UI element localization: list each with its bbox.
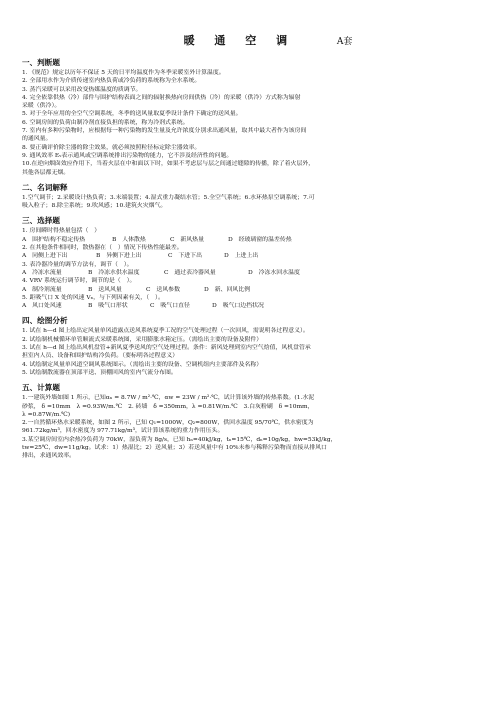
set-label: A套 — [336, 37, 353, 47]
section-choice — [22, 227, 474, 310]
text-line: 排出，求通风效率。 — [22, 453, 76, 460]
text-line: 7. 室内有多种污染物时，应根据每一种污染物的发生量及允许浓度分别求出通风量，取其中最大者作为该房间 — [22, 128, 307, 135]
option: A 制冷剂流量 — [22, 286, 62, 293]
question-stem: 2. 在其他条件相同时，散热器在（ ）情况下传热性能最差。 — [22, 245, 183, 252]
option: C 下进下出 — [168, 253, 202, 260]
section-heading-drawing: 四、绘图分析 — [22, 316, 68, 326]
option: B 冷冻水供水温度 — [88, 269, 140, 276]
section-heading-calculation: 五、计算题 — [22, 383, 60, 393]
option: D 新、回风比例 — [204, 286, 250, 293]
text-line: 6. 空调房间的负荷由制冷剂直接负担的系统，称为冷剂式系统。 — [22, 119, 189, 126]
option: C 通过表冷器风量 — [164, 269, 216, 276]
section-terms — [22, 194, 474, 211]
option: D 上进上出 — [224, 253, 259, 260]
text-line: 1．《规范》规定以历年不保证 5 天的日平均温度作为冬季采暖室外计算温度。 — [22, 70, 225, 76]
question-stem: 4. VRV 系统运行调节时，调节的是（ ）。 — [22, 278, 136, 285]
text-line: 8. 要正确评价除尘器的除尘效果，就必须按照粒径标定除尘器效率。 — [22, 144, 201, 151]
option: B 吸气口形状 — [88, 303, 128, 310]
text-line: 2.一自然循环热水采暖系统，如图 2 所示，已知 Q₁=1000W，Q₂=800W，供回水温度 95/70℃，供水密度为 — [22, 420, 314, 427]
option: D 冷冻水回水温度 — [248, 269, 300, 276]
text-line: 4. 试绘制定风量单风道空调风系统图示。（需绘出主要的设备、空调机组内主要部件及名称） — [22, 361, 263, 368]
question-stem: 1. 房间瞬时得热量包括（ ） — [22, 228, 101, 235]
text-line: 的通风量。 — [22, 136, 52, 143]
text-line: 3. 蒸汽采暖可以采用改变热媒温度的质调节。 — [22, 86, 142, 93]
text-line: 5. 试绘制散流器在顶部平送、顶棚回风的室内气流分布图。 — [22, 369, 177, 376]
text-line: 砂浆， δ =10mm λ =0.93W/m.℃ 2. 砖墙 δ =350mm，λ =0.81W/m.℃ 3.白灰粉刷 δ =10mm， — [22, 403, 314, 410]
option: C 新风热量 — [170, 236, 204, 243]
option: A 同侧上进下出 — [22, 253, 68, 260]
option: B 人体散热 — [112, 236, 146, 243]
option-row — [22, 269, 474, 277]
text-line: 其他各层都无烟。 — [22, 169, 70, 176]
question-stem: 5. 距吸气口 X 处的风速 Vₓ，与下列因素有关，（ ）。 — [22, 294, 164, 301]
section-judgment — [22, 69, 474, 177]
text-line: tw=25℃，dw=11g/kg。试求：1）热湿比；2）送风量；3）若送风量中有 10%未参与稀释污染物而直接从排风口 — [22, 444, 327, 451]
option: B 送风风量 — [88, 286, 122, 293]
text-line: 采暖（供冷）。 — [22, 103, 61, 110]
section-calculation — [22, 394, 474, 460]
section-heading-choice: 三、选择题 — [22, 216, 60, 226]
text-line: 2. 全部用水作为介质传递室内热负荷或冷负荷的系统称为全水系统。 — [22, 78, 201, 85]
text-line: 1. 试在 h—d 图上绘出定风量单风道露点送风系统夏季工况的空气处理过程（一次回风，需说明各过程意义）。 — [22, 328, 309, 335]
option: D 吸气口边挡状况 — [212, 303, 264, 310]
option-row — [22, 302, 474, 310]
title-text: 暖 通 空 调 — [183, 34, 296, 47]
text-line: 1.一建筑外墙如图 1 所示，已知αₙ = 8.7W / m²·℃，αw = 23W / m²·℃，试计算该外墙的传热系数。(1.水泥 — [22, 395, 315, 402]
section-drawing — [22, 327, 474, 377]
option-row — [22, 252, 474, 260]
text-line: 担室内人员、设备和围护结构冷负荷。（要标明各过程意义） — [22, 353, 179, 360]
option-row — [22, 236, 474, 244]
document-title — [62, 32, 474, 48]
text-line: 1.空气调节；2.采暖设计热负荷；3.末端装置；4.湿式重力凝结水管；5.全空气系统；6.水环热泵空调系统；7.可 — [22, 194, 315, 201]
option: A 冷冻水流量 — [22, 269, 62, 276]
text-line: λ =0.87W/m.℃) — [22, 411, 71, 418]
option: D 经玻璃窗的温差传热 — [228, 236, 292, 243]
text-line: 2. 试绘制机械循环单管顺流式采暖系统图，采用膨胀水箱定压。（需绘出主要的设备及附件） — [22, 336, 263, 343]
text-line: 3. 试在 h—d 图上绘出风机盘管+新风夏季送风的空气处理过程。条件：新风处理到室内空气焓值，风机盘管承 — [22, 345, 311, 352]
text-line: 3.某空调房间室内余热冷负荷为 70kW，湿负荷为 8g/s，已知 hₙ=40kJ/kg，tₙ=15℃，dₙ=10g/kg，hw=53kJ/kg， — [22, 436, 337, 443]
option: C 送风参数 — [146, 286, 180, 293]
section-heading-judgment: 一、判断题 — [22, 58, 60, 67]
option: A 围护结构不稳定传热 — [22, 236, 86, 243]
text-line: 9. 通风效率 Eᵥ表示通风或空调系统排出污染物的能力，它不涉及经济性的问题。 — [22, 152, 233, 159]
question-stem: 3. 表冷器冷量的调节方法有，调节（ ）。 — [22, 261, 133, 268]
option-row — [22, 286, 474, 294]
option: C 吸气口直径 — [150, 303, 190, 310]
text-line: 10.在逆向烟囱效应作用下，当着火层在中和面以下时，如果不考虑层与层之间通过缝隙的传播，除了着火层外， — [22, 161, 315, 168]
text-line: 吸入粒子；8.除尘系统；9.吹风感；10.建筑火灾烟气。 — [22, 203, 167, 210]
option: B 异侧下进上出 — [96, 253, 142, 260]
section-heading-terms: 二、名词解释 — [22, 182, 68, 192]
text-line: 961.72kg/m³，回水密度为 977.71kg/m³，试计算该系统的重力作用压头。 — [22, 428, 224, 435]
text-line: 4. 完全依靠供热（冷）部件与围护结构表面之间的辐射换热向房间供热（冷）的采暖（供冷）方式称为辐射 — [22, 94, 301, 101]
option: A 风口处风速 — [22, 303, 62, 310]
text-line: 5. 对于全年应用的全空气空调系统，冬季的送风量取夏季设计条件下确定的送风量。 — [22, 111, 242, 118]
